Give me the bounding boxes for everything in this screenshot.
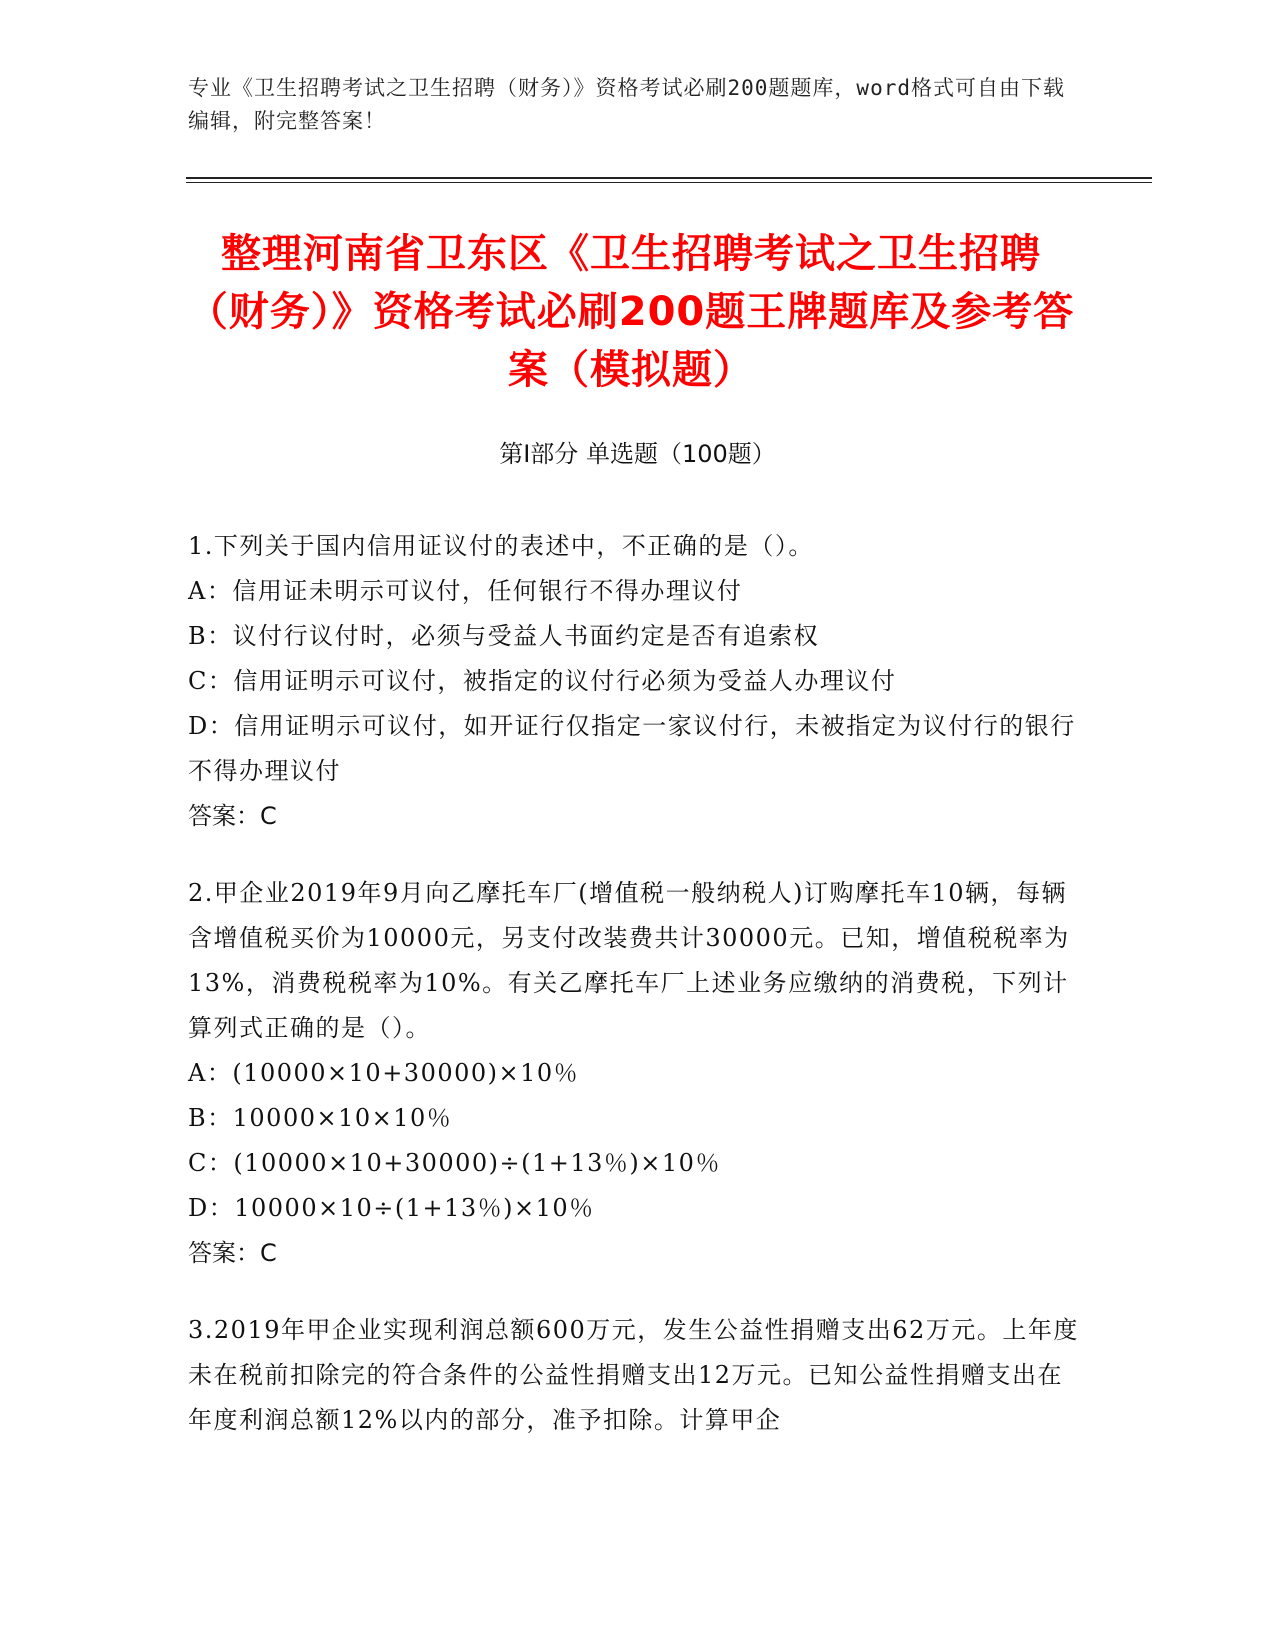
question-text: 3.2019年甲企业实现利润总额600万元，发生公益性捐赠支出62万元。上年度未在税前扣除完的符合条件的公益性捐赠支出12万元。已知公益性捐赠支出在年度利润总额12%以内的部分，准予扣除。计算甲企 — [188, 1316, 1079, 1434]
option-a: A：(10000×10+30000)×10％ — [188, 1059, 580, 1087]
header-divider — [186, 177, 1152, 179]
question-list — [188, 524, 1088, 1475]
option-b: B：10000×10×10％ — [188, 1104, 453, 1132]
question-text: 2.甲企业2019年9月向乙摩托车厂(增值税一般纳税人)订购摩托车10辆，每辆含增值税买价为10000元，另支付改装费共计30000元。已知，增值税税率为13%，消费税税率为10%。有关乙摩托车厂上述业务应缴纳的消费税，下列计算列式正确的是（）。 — [188, 879, 1070, 1042]
option-c: C：信用证明示可议付，被指定的议付行必须为受益人办理议付 — [188, 667, 897, 695]
option-c: C：(10000×10+30000)÷(1+13％)×10％ — [188, 1149, 721, 1177]
section-title: 第Ⅰ部分 单选题（100题） — [499, 440, 776, 468]
option-d: D：10000×10÷(1+13％)×10％ — [188, 1194, 595, 1222]
answer: 答案：C — [188, 1239, 277, 1267]
option-b: B：议付行议付时，必须与受益人书面约定是否有追索权 — [188, 622, 820, 650]
question-2 — [188, 871, 1088, 1276]
question-3 — [188, 1308, 1088, 1443]
question-1 — [188, 524, 1088, 839]
option-d: D：信用证明示可议付，如开证行仅指定一家议付行，未被指定为议付行的银行不得办理议付 — [188, 712, 1076, 785]
header-note: 专业《卫生招聘考试之卫生招聘（财务）》资格考试必刷200题题库，word格式可自由下载编辑，附完整答案！ — [188, 76, 1065, 133]
option-a: A：信用证未明示可议付，任何银行不得办理议付 — [188, 577, 743, 605]
answer: 答案：C — [188, 802, 277, 830]
question-text: 1.下列关于国内信用证议付的表述中，不正确的是（）。 — [188, 532, 814, 560]
document-title: 整理河南省卫东区《卫生招聘考试之卫生招聘（财务）》资格考试必刷200题王牌题库及参考答案（模拟题） — [187, 231, 1075, 393]
header-divider-thin — [186, 182, 1152, 183]
